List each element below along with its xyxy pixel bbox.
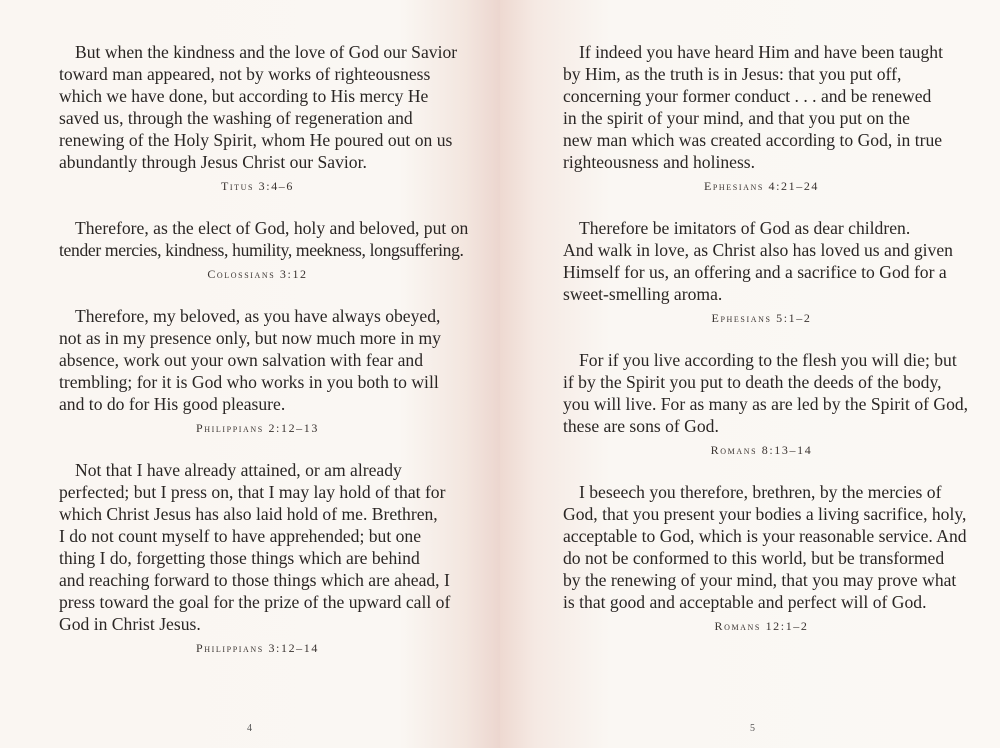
verse-line: by the renewing of your mind, that you may prove what bbox=[563, 570, 957, 590]
scripture-passage bbox=[59, 305, 476, 436]
verse-line: concerning your former conduct . . . and be renewed bbox=[563, 86, 932, 106]
verse-line: and reaching forward to those things which are ahead, I bbox=[59, 570, 450, 590]
verse-reference: Philippians 3:12–14 bbox=[196, 641, 319, 655]
verse-line: by Him, as the truth is in Jesus: that you put off, bbox=[563, 64, 902, 84]
verse-reference: Romans 12:1–2 bbox=[714, 619, 809, 633]
verse-line: abundantly through Jesus Christ our Savior. bbox=[59, 152, 367, 172]
verse-line: press toward the goal for the prize of the upward call of bbox=[59, 592, 451, 612]
scripture-passage bbox=[59, 217, 476, 282]
scripture-passage bbox=[563, 217, 970, 326]
right-passages bbox=[563, 41, 970, 634]
verse-line: absence, work out your own salvation with fear and bbox=[59, 350, 423, 370]
verse-reference: Philippians 2:12–13 bbox=[196, 421, 319, 435]
verse-text bbox=[59, 41, 476, 173]
verse-line: If indeed you have heard Him and have been taught bbox=[579, 42, 943, 62]
verse-line: trembling; for it is God who works in you both to will bbox=[59, 372, 439, 392]
verse-line: thing I do, forgetting those things which are behind bbox=[59, 548, 420, 568]
verse-line: righteousness and holiness. bbox=[563, 152, 756, 172]
verse-line: God in Christ Jesus. bbox=[59, 614, 201, 634]
verse-line: sweet-smelling aroma. bbox=[563, 284, 723, 304]
verse-line: For if you live according to the flesh you will die; but bbox=[579, 350, 957, 370]
verse-line: is that good and acceptable and perfect will of God. bbox=[563, 592, 927, 612]
verse-line: Himself for us, an offering and a sacrifice to God for a bbox=[563, 262, 947, 282]
scripture-passage bbox=[59, 41, 476, 194]
verse-reference: Titus 3:4–6 bbox=[220, 179, 295, 193]
verse-line: perfected; but I press on, that I may lay hold of that for bbox=[59, 482, 446, 502]
page-number-left: 4 bbox=[247, 723, 252, 734]
verse-text bbox=[59, 305, 476, 415]
verse-line: I do not count myself to have apprehended; but one bbox=[59, 526, 422, 546]
verse-line: renewing of the Holy Spirit, whom He poured out on us bbox=[59, 130, 453, 150]
verse-line: you will live. For as many as are led by the Spirit of God, bbox=[563, 394, 969, 414]
verse-line: new man which was created according to God, in true bbox=[563, 130, 943, 150]
verse-line: and to do for His good pleasure. bbox=[59, 394, 286, 414]
verse-reference: Colossians 3:12 bbox=[207, 267, 308, 281]
verse-text bbox=[59, 217, 476, 261]
verse-line: And walk in love, as Christ also has loved us and given bbox=[563, 240, 953, 260]
verse-line: which Christ Jesus has also laid hold of me. Brethren, bbox=[59, 504, 438, 524]
scripture-passage bbox=[563, 349, 970, 458]
scripture-passage bbox=[563, 481, 970, 634]
verse-line: not as in my presence only, but now much more in my bbox=[59, 328, 441, 348]
verse-reference: Ephesians 5:1–2 bbox=[711, 311, 812, 325]
verse-line: tender mercies, kindness, humility, meekness, longsuffering. bbox=[59, 240, 464, 260]
verse-line: Therefore be imitators of God as dear children. bbox=[579, 218, 911, 238]
verse-line: Not that I have already attained, or am already bbox=[75, 460, 402, 480]
verse-reference: Ephesians 4:21–24 bbox=[703, 179, 820, 193]
verse-line: But when the kindness and the love of God our Savior bbox=[75, 42, 458, 62]
verse-line: in the spirit of your mind, and that you put on the bbox=[563, 108, 910, 128]
verse-text bbox=[563, 217, 970, 305]
verse-line: I beseech you therefore, brethren, by the mercies of bbox=[579, 482, 942, 502]
page-number-right: 5 bbox=[750, 723, 755, 734]
scripture-passage bbox=[563, 41, 970, 194]
right-page bbox=[500, 0, 1000, 748]
verse-line: do not be conformed to this world, but be transformed bbox=[563, 548, 945, 568]
verse-text bbox=[563, 349, 970, 437]
verse-reference: Romans 8:13–14 bbox=[710, 443, 813, 457]
verse-line: Therefore, as the elect of God, holy and beloved, put on bbox=[75, 218, 469, 238]
left-passages bbox=[59, 41, 476, 656]
verse-line: if by the Spirit you put to death the deeds of the body, bbox=[563, 372, 942, 392]
verse-line: Therefore, my beloved, as you have always obeyed, bbox=[75, 306, 441, 326]
verse-line: these are sons of God. bbox=[563, 416, 719, 436]
verse-line: toward man appeared, not by works of righteousness bbox=[59, 64, 431, 84]
verse-line: acceptable to God, which is your reasonable service. And bbox=[563, 526, 967, 546]
verse-text bbox=[59, 459, 476, 635]
verse-text bbox=[563, 41, 970, 173]
verse-line: saved us, through the washing of regeneration and bbox=[59, 108, 413, 128]
verse-line: which we have done, but according to His mercy He bbox=[59, 86, 429, 106]
verse-line: God, that you present your bodies a living sacrifice, holy, bbox=[563, 504, 967, 524]
scripture-passage bbox=[59, 459, 476, 656]
verse-text bbox=[563, 481, 970, 613]
